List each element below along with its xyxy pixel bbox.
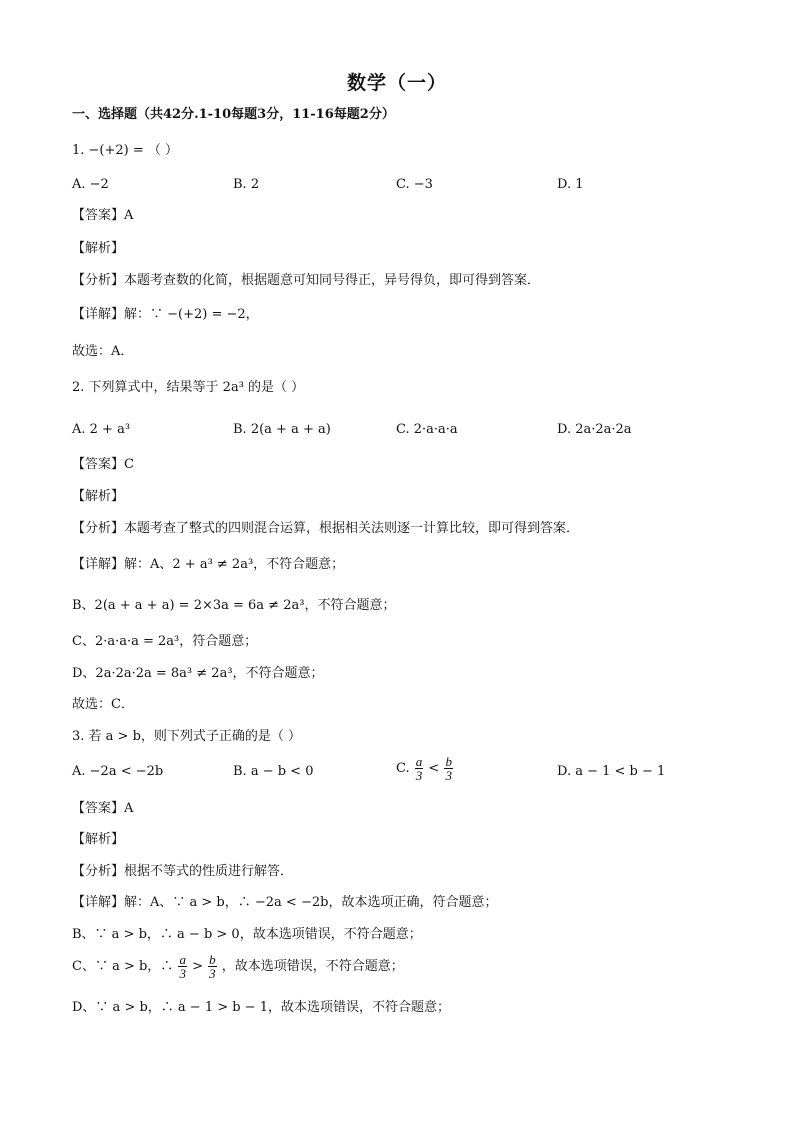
q1-option-d: D. 1 bbox=[557, 177, 584, 192]
q2-option-b: B. 2(a + a + a) bbox=[233, 422, 331, 437]
q3-option-d: D. a − 1 < b − 1 bbox=[557, 764, 666, 779]
q2-option-a: A. 2 + a³ bbox=[72, 422, 131, 437]
q3-analysis: 【分析】根据不等式的性质进行解答． bbox=[72, 864, 294, 879]
section-heading: 一、选择题（共42分.1-10每题3分，11-16每题2分） bbox=[72, 107, 395, 122]
q2-option-d: D. 2a·2a·2a bbox=[557, 422, 632, 437]
q1-option-a: A. −2 bbox=[72, 177, 109, 192]
q2-analysis: 【分析】本题考查了整式的四则混合运算，根据相关法则逐一计算比较，即可得到答案． bbox=[72, 521, 580, 536]
q1-option-b: B. 2 bbox=[233, 177, 260, 192]
q3-detail-c: C、∵ a > b，∴ $\frac{a}{3}$ > $\frac{b}{3}$ ，故本选项错误，不符合题意； bbox=[72, 952, 404, 981]
q2-answer: 【答案】C bbox=[72, 457, 134, 472]
q2-choice: 故选：C． bbox=[72, 697, 134, 712]
q1-option-c: C. −3 bbox=[396, 177, 433, 192]
q3-option-b: B. a − b < 0 bbox=[233, 764, 314, 779]
q1-jiexi: 【解析】 bbox=[72, 241, 125, 256]
q2-detail-b: B、2(a + a + a) = 2×3a = 6a ≠ 2a³，不符合题意； bbox=[72, 598, 396, 613]
q1-analysis: 【分析】本题考查数的化简，根据题意可知同号得正，异号得负，即可得到答案． bbox=[72, 273, 541, 288]
q2-jiexi: 【解析】 bbox=[72, 489, 125, 504]
q3-option-c-label: C. bbox=[396, 761, 410, 776]
fraction: $\frac{b}{3}$ bbox=[445, 754, 452, 783]
q1-answer: 【答案】A bbox=[72, 208, 134, 223]
q2-option-c: C. 2·a·a·a bbox=[396, 422, 458, 437]
inequality-sign: < bbox=[428, 761, 440, 776]
q3-detail-a: 【详解】解：A、∵ a > b，∴ −2a < −2b，故本选项正确，符合题意； bbox=[72, 895, 498, 910]
fraction: $\frac{b}{3}$ bbox=[209, 952, 216, 981]
q2-detail-c: C、2·a·a·a = 2a³，符合题意； bbox=[72, 634, 258, 649]
fraction: $\frac{a}{3}$ bbox=[179, 952, 186, 981]
q3-stem: 3. 若 a > b，则下列式子正确的是（ ） bbox=[72, 729, 302, 744]
q1-detail: 【详解】解：∵ −(+2) = −2， bbox=[72, 307, 259, 322]
page-title: 数学（一） bbox=[346, 72, 447, 94]
q2-detail-a: 【详解】解：A、2 + a³ ≠ 2a³，不符合题意； bbox=[72, 557, 345, 572]
fraction: $\frac{a}{3}$ bbox=[415, 754, 423, 783]
q2-stem: 2. 下列算式中，结果等于 2a³ 的是（ ） bbox=[72, 380, 305, 395]
q2-detail-d: D、2a·2a·2a = 8a³ ≠ 2a³，不符合题意； bbox=[72, 666, 324, 681]
q3-detail-b: B、∵ a > b，∴ a − b > 0，故本选项错误，不符合题意； bbox=[72, 927, 422, 942]
q1-stem: 1. −(+2) = （ ） bbox=[72, 143, 179, 158]
q1-choice: 故选：A． bbox=[72, 344, 134, 359]
q3-jiexi: 【解析】 bbox=[72, 832, 125, 847]
q3-option-c bbox=[396, 755, 454, 782]
q3-detail-d: D、∵ a > b，∴ a − 1 > b − 1，故本选项错误，不符合题意； bbox=[72, 1000, 451, 1015]
q3-option-a: A. −2a < −2b bbox=[72, 764, 164, 779]
q3-answer: 【答案】A bbox=[72, 801, 134, 816]
